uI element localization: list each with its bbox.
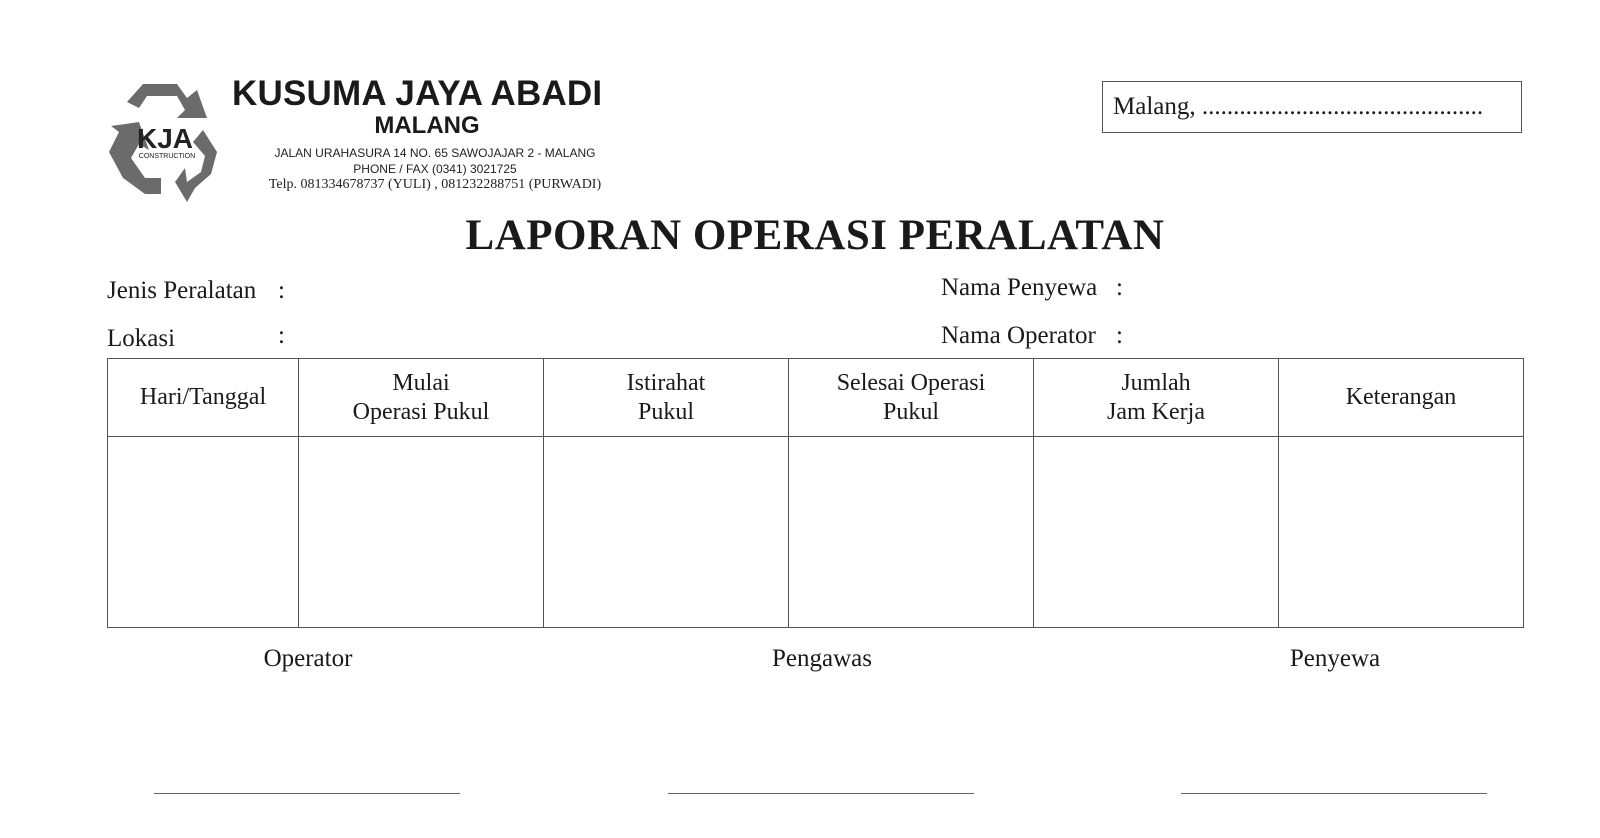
- column-header-jumlah: [1034, 359, 1279, 437]
- field-colon: :: [1116, 322, 1123, 349]
- table-cell-jumlah[interactable]: [1034, 437, 1279, 628]
- column-header-line: Pukul: [882, 398, 939, 425]
- field-label-nama-operator: Nama Operator: [941, 322, 1096, 349]
- column-header-keterangan: [1279, 359, 1524, 437]
- table-cell-istirahat[interactable]: [544, 437, 789, 628]
- field-colon: :: [1116, 274, 1123, 301]
- report-table: [107, 358, 1524, 628]
- signature-line-pengawas: [668, 793, 974, 794]
- column-header-selesai: [789, 359, 1034, 437]
- signature-label-pengawas: Pengawas: [772, 645, 872, 672]
- table-cell-selesai[interactable]: [789, 437, 1034, 628]
- signature-label-penyewa: Penyewa: [1289, 645, 1381, 672]
- company-logo: [105, 78, 229, 202]
- logo-subtext: CONSTRUCTION: [138, 153, 196, 160]
- company-telp: Telp. 081334678737 (YULI) , 081232288751 (PURWADI): [268, 177, 602, 192]
- field-colon: :: [278, 322, 285, 349]
- column-header-line: Istirahat: [626, 369, 706, 396]
- column-header-line: Jam Kerja: [1107, 398, 1205, 425]
- logo-text: KJA: [136, 123, 194, 154]
- column-header-line: Hari/Tanggal: [139, 384, 267, 410]
- column-header-mulai: [299, 359, 544, 437]
- signature-line-penyewa: [1181, 793, 1487, 794]
- report-title: LAPORAN OPERASI PERALATAN: [465, 212, 1165, 259]
- field-label-jenis-peralatan: Jenis Peralatan: [107, 277, 257, 304]
- table-header-row: [108, 359, 1524, 437]
- table-cell-keterangan[interactable]: [1279, 437, 1524, 628]
- company-name: KUSUMA JAYA ABADI: [232, 74, 603, 113]
- column-header-line: Mulai: [392, 369, 450, 396]
- column-header-line: Selesai Operasi: [836, 369, 986, 396]
- company-phone-fax: PHONE / FAX (0341) 3021725: [353, 162, 517, 176]
- company-address: JALAN URAHASURA 14 NO. 65 SAWOJAJAR 2 - MALANG: [274, 146, 596, 160]
- field-label-nama-penyewa: Nama Penyewa: [941, 274, 1098, 301]
- table-cell-hari-tanggal[interactable]: [108, 437, 299, 628]
- column-header-line: Operasi Pukul: [352, 398, 490, 425]
- company-city: MALANG: [374, 112, 480, 139]
- column-header-hari-tanggal: [108, 359, 299, 437]
- field-label-lokasi: Lokasi: [107, 325, 176, 352]
- column-header-istirahat: [544, 359, 789, 437]
- column-header-line: Jumlah: [1121, 369, 1191, 396]
- signature-line-operator: [154, 793, 460, 794]
- table-cell-mulai[interactable]: [299, 437, 544, 628]
- field-colon: :: [278, 277, 285, 304]
- column-header-line: Pukul: [637, 398, 694, 425]
- date-field[interactable]: Malang, .............................................: [1102, 81, 1522, 133]
- table-row: [108, 437, 1524, 628]
- column-header-line: Keterangan: [1345, 384, 1457, 410]
- signature-label-operator: Operator: [263, 645, 353, 672]
